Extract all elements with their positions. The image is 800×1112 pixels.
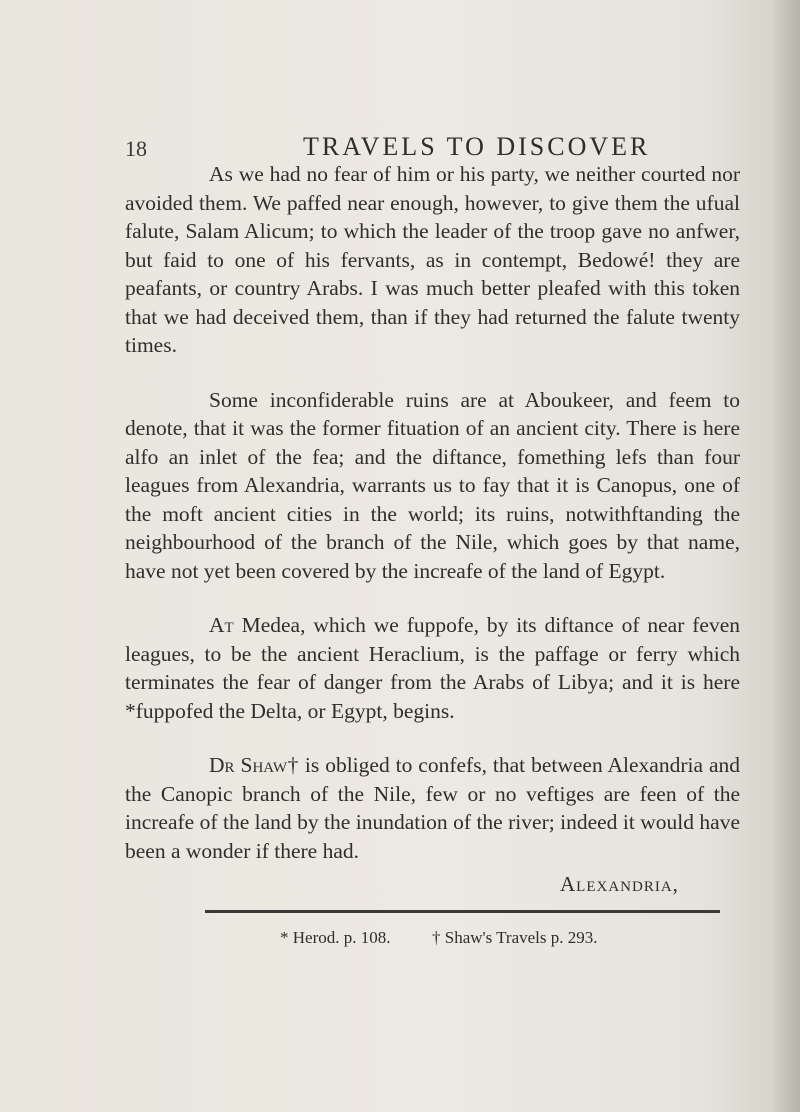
footnote-shaw: † Shaw's Travels p. 293. [432, 928, 598, 947]
page-edge-shadow [772, 0, 800, 1112]
paragraph-3-text: Medea, which we fuppofe, by its diftance of near feven leagues, to be the ancient Heraclium, is the paffage or ferry which terminates the fear of danger from the Arabs of Libya; and it is here *fuppofed the Delta, or Egypt, begins. [125, 613, 740, 723]
footnote-herodotus: * Herod. p. 108. [280, 928, 391, 947]
paragraph-4-text: † is obliged to confefs, that between Alexandria and the Canopic branch of the Nile, few or no veftiges are feen of the increafe of the land by the inundation of the river; indeed it would have been a wonder if there had. [125, 753, 740, 863]
paragraph-3-lead: At [209, 613, 234, 637]
paragraph-3 [125, 611, 740, 725]
paragraph-1: As we had no fear of him or his party, we neither courted nor avoided them. We paffed near enough, however, to give them the ufual falute, Salam Alicum; to which the leader of the troop gave no anfwer, but faid to one of his fervants, as in contempt, Bedowé! they are peafants, or country Arabs. I was much better pleafed with this token that we had deceived them, than if they had returned the falute twenty times. [125, 162, 740, 357]
body-text [125, 160, 740, 891]
footnote-rule [205, 910, 720, 913]
paragraph-2: Some inconfiderable ruins are at Aboukeer, and feem to denote, that it was the former fituation of an ancient city. There is here alfo an inlet of the fea; and the diftance, fomething lefs than four leagues from Alexandria, warrants us to fay that it is Canopus, one of the moft ancient cities in the world; its ruins, notwithftanding the neighbourhood of the branch of the Nile, which goes by that name, have not yet been covered by the increafe of the land of Egypt. [125, 387, 740, 583]
page-number: 18 [125, 136, 147, 161]
catchword: Alexandria, [560, 872, 679, 896]
paragraph-4-lead: Dr Shaw [209, 753, 288, 777]
paragraph-4 [125, 751, 740, 865]
running-title: TRAVELS TO DISCOVER [303, 132, 651, 161]
